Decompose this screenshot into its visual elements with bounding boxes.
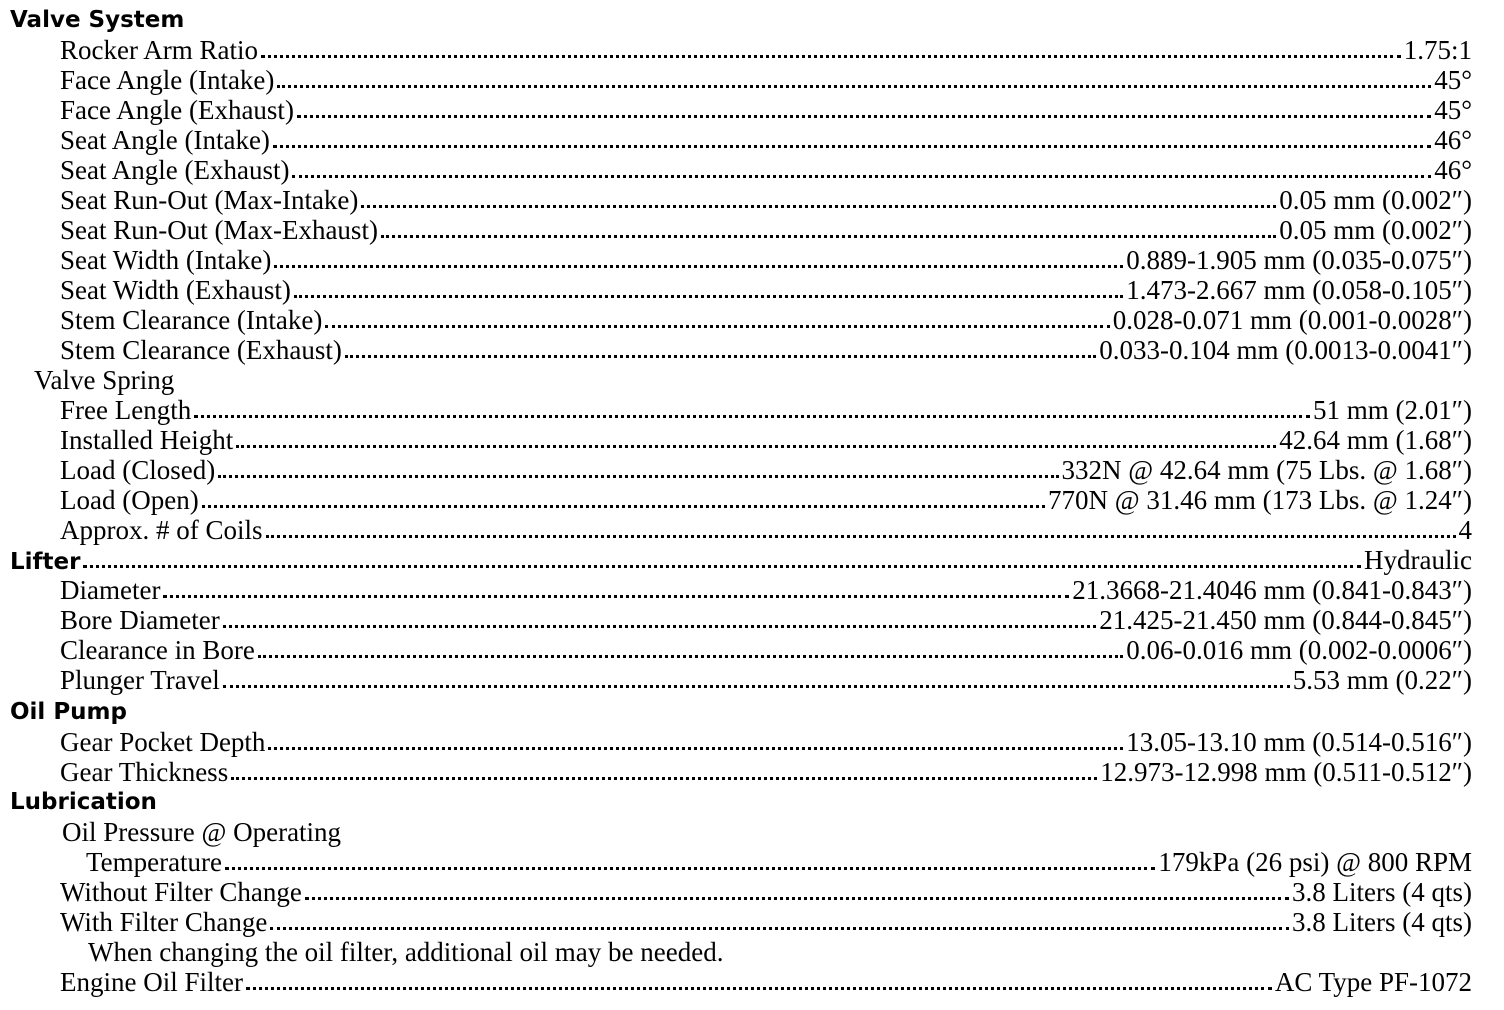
spec-value: 1.75:1 xyxy=(1403,35,1472,65)
spec-value: 1.473-2.667 mm (0.058-0.105″) xyxy=(1126,275,1472,305)
dot-leader xyxy=(246,967,1272,997)
dot-leader xyxy=(83,545,1361,575)
spec-label: Stem Clearance (Exhaust) xyxy=(60,335,342,365)
spec-label: Plunger Travel xyxy=(60,665,220,695)
spec-row xyxy=(86,847,1472,877)
dot-leader xyxy=(261,35,1401,65)
spec-value: 42.64 mm (1.68″) xyxy=(1279,425,1472,455)
spec-row xyxy=(60,515,1472,545)
dot-leader xyxy=(274,245,1123,275)
dot-leader xyxy=(202,485,1045,515)
dot-leader xyxy=(225,847,1155,877)
oil-pressure-label: Oil Pressure @ Operating xyxy=(62,817,342,847)
spec-row xyxy=(60,665,1472,695)
dot-leader xyxy=(223,605,1097,635)
spec-label: Seat Angle (Exhaust) xyxy=(60,155,290,185)
spec-label: Seat Angle (Intake) xyxy=(60,125,270,155)
dot-leader xyxy=(236,425,1276,455)
spec-label: Seat Run-Out (Max-Intake) xyxy=(60,185,359,215)
dot-leader xyxy=(277,65,1431,95)
spec-label: Temperature xyxy=(86,847,223,877)
dot-leader xyxy=(194,395,1310,425)
spec-row xyxy=(60,275,1472,305)
spec-row xyxy=(60,35,1472,65)
spec-label: Seat Width (Intake) xyxy=(60,245,272,275)
dot-leader xyxy=(292,155,1431,185)
spec-row xyxy=(60,425,1472,455)
spec-value: 179kPa (26 psi) @ 800 RPM xyxy=(1158,847,1472,877)
dot-leader xyxy=(345,335,1096,365)
spec-row xyxy=(60,215,1472,245)
spec-row xyxy=(60,485,1472,515)
spec-label: Rocker Arm Ratio xyxy=(60,35,258,65)
spec-label: Load (Open) xyxy=(60,485,199,515)
spec-value: 13.05-13.10 mm (0.514-0.516″) xyxy=(1126,727,1472,757)
spec-value: 21.3668-21.4046 mm (0.841-0.843″) xyxy=(1072,575,1472,605)
spec-value: 0.05 mm (0.002″) xyxy=(1279,185,1472,215)
spec-row xyxy=(60,95,1472,125)
dot-leader xyxy=(163,575,1069,605)
spec-value: 0.05 mm (0.002″) xyxy=(1279,215,1472,245)
spec-row xyxy=(60,575,1472,605)
spec-label: Without Filter Change xyxy=(60,877,302,907)
dot-leader xyxy=(231,757,1097,787)
spec-row xyxy=(60,395,1472,425)
spec-row xyxy=(60,125,1472,155)
dot-leader xyxy=(223,665,1290,695)
spec-label: Gear Thickness xyxy=(60,757,229,787)
spec-value: 12.973-12.998 mm (0.511-0.512″) xyxy=(1100,757,1472,787)
spec-row xyxy=(60,185,1472,215)
spec-row xyxy=(60,65,1472,95)
spec-value: 21.425-21.450 mm (0.844-0.845″) xyxy=(1099,605,1472,635)
spec-value: 0.028-0.071 mm (0.001-0.0028″) xyxy=(1112,305,1472,335)
spec-label: Free Length xyxy=(60,395,192,425)
spec-label: Engine Oil Filter xyxy=(60,967,243,997)
dot-leader xyxy=(297,95,1431,125)
spec-row xyxy=(60,605,1472,635)
spec-label: Installed Height xyxy=(60,425,234,455)
oil-filter-note: When changing the oil filter, additional oil may be needed. xyxy=(88,937,724,967)
spec-label: Seat Run-Out (Max-Exhaust) xyxy=(60,215,378,245)
spec-row xyxy=(60,155,1472,185)
section-heading-lubrication: Lubrication xyxy=(10,789,157,815)
dot-leader xyxy=(258,635,1123,665)
spec-row xyxy=(60,635,1472,665)
spec-label: Gear Pocket Depth xyxy=(60,727,266,757)
dot-leader xyxy=(273,125,1431,155)
dot-leader xyxy=(294,275,1123,305)
spec-value: 0.06-0.016 mm (0.002-0.0006″) xyxy=(1126,635,1472,665)
spec-value: AC Type PF-1072 xyxy=(1274,967,1472,997)
spec-label: Clearance in Bore xyxy=(60,635,255,665)
spec-label: Load (Closed) xyxy=(60,455,216,485)
spec-row xyxy=(60,877,1472,907)
spec-label: Stem Clearance (Intake) xyxy=(60,305,323,335)
section-heading-valve-system: Valve System xyxy=(10,7,185,33)
spec-value: 3.8 Liters (4 qts) xyxy=(1292,907,1472,937)
spec-row xyxy=(60,245,1472,275)
spec-row xyxy=(60,907,1472,937)
spec-value: 5.53 mm (0.22″) xyxy=(1292,665,1472,695)
dot-leader xyxy=(361,185,1276,215)
spec-value: 3.8 Liters (4 qts) xyxy=(1292,877,1472,907)
spec-value: 770N @ 31.46 mm (173 Lbs. @ 1.24″) xyxy=(1048,485,1472,515)
spec-value: 332N @ 42.64 mm (75 Lbs. @ 1.68″) xyxy=(1061,455,1472,485)
spec-value: 0.033-0.104 mm (0.0013-0.0041″) xyxy=(1099,335,1472,365)
spec-label: Face Angle (Exhaust) xyxy=(60,95,294,125)
spec-label: Face Angle (Intake) xyxy=(60,65,275,95)
spec-label: Diameter xyxy=(60,575,161,605)
spec-value: 4 xyxy=(1458,515,1472,545)
spec-row xyxy=(60,335,1472,365)
dot-leader xyxy=(381,215,1276,245)
spec-label: Approx. # of Coils xyxy=(60,515,263,545)
spec-value: 46° xyxy=(1434,125,1472,155)
section-heading-oil-pump: Oil Pump xyxy=(10,699,127,725)
spec-row xyxy=(60,757,1472,787)
dot-leader xyxy=(270,907,1289,937)
spec-row xyxy=(60,455,1472,485)
spec-value: 51 mm (2.01″) xyxy=(1313,395,1472,425)
spec-row xyxy=(60,305,1472,335)
dot-leader xyxy=(266,515,1456,545)
spec-row-lifter xyxy=(10,545,1472,575)
spec-value: 46° xyxy=(1434,155,1472,185)
spec-value: 45° xyxy=(1434,95,1472,125)
spec-label: Seat Width (Exhaust) xyxy=(60,275,291,305)
dot-leader xyxy=(268,727,1123,757)
spec-value: Hydraulic xyxy=(1364,545,1472,575)
spec-row xyxy=(60,727,1472,757)
spec-label: Bore Diameter xyxy=(60,605,220,635)
section-heading-lifter: Lifter xyxy=(10,549,81,575)
spec-value: 0.889-1.905 mm (0.035-0.075″) xyxy=(1126,245,1472,275)
dot-leader xyxy=(305,877,1289,907)
spec-row xyxy=(60,967,1472,997)
spec-value: 45° xyxy=(1434,65,1472,95)
subsection-heading-valve-spring: Valve Spring xyxy=(34,365,175,395)
dot-leader xyxy=(218,455,1058,485)
spec-label: With Filter Change xyxy=(60,907,268,937)
dot-leader xyxy=(325,305,1109,335)
